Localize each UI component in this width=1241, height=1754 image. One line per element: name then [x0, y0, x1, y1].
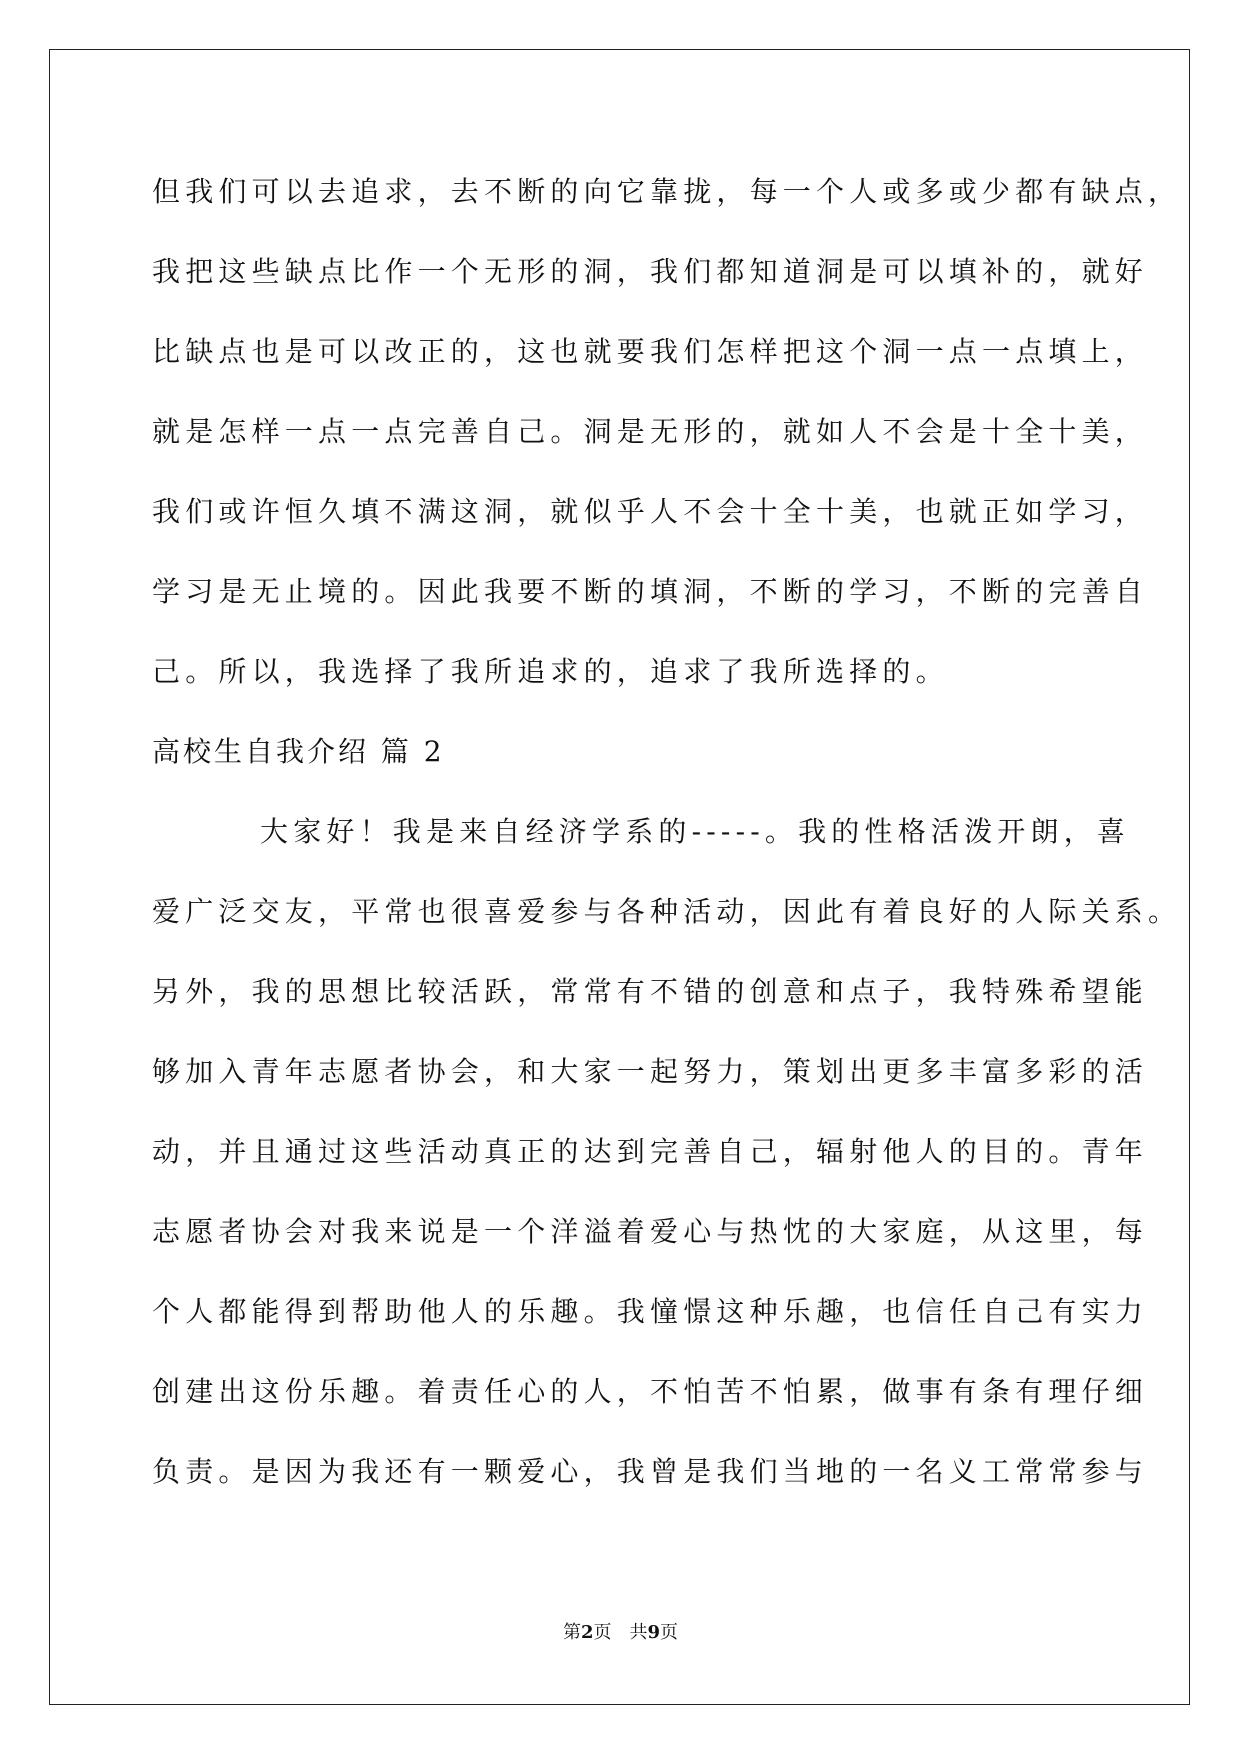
body-line-10: 爱广泛交友，平常也很喜爱参与各种活动，因此有着良好的人际关系。: [152, 895, 1182, 928]
body-line-16: 创建出这份乐趣。着责任心的人，不怕苦不怕累，做事有条有理仔细: [152, 1375, 1149, 1408]
body-line-5: 我们或许恒久填不满这洞，就似乎人不会十全十美，也就正如学习，: [152, 495, 1149, 528]
body-line-17: 负责。是因为我还有一颗爱心，我曾是我们当地的一名义工常常参与: [152, 1455, 1149, 1488]
body-line-13: 动，并且通过这些活动真正的达到完善自己，辐射他人的目的。青年: [152, 1135, 1149, 1168]
body-line-2: 我把这些缺点比作一个无形的洞，我们都知道洞是可以填补的，就好: [152, 255, 1149, 288]
page-footer: [0, 1624, 1241, 1642]
footer-total-prefix: 共: [629, 1622, 648, 1643]
footer-page-current: 2: [580, 1622, 594, 1643]
footer-total-suffix: 页: [660, 1622, 679, 1643]
body-line-4: 就是怎样一点一点完善自己。洞是无形的，就如人不会是十全十美，: [152, 415, 1149, 448]
body-line-15: 个人都能得到帮助他人的乐趣。我憧憬这种乐趣，也信任自己有实力: [152, 1295, 1149, 1328]
body-line-14: 志愿者协会对我来说是一个洋溢着爱心与热忱的大家庭，从这里，每: [152, 1215, 1149, 1248]
body-line-9: 大家好！我是来自经济学系的-----。我的性格活泼开朗，喜: [260, 815, 1131, 848]
body-line-6: 学习是无止境的。因此我要不断的填洞，不断的学习，不断的完善自: [152, 575, 1149, 608]
footer-page-suffix: 页: [593, 1622, 612, 1643]
body-line-11: 另外，我的思想比较活跃，常常有不错的创意和点子，我特殊希望能: [152, 975, 1149, 1008]
footer-page-total: 9: [647, 1622, 661, 1643]
footer-page-prefix: 第: [562, 1622, 581, 1643]
body-line-12: 够加入青年志愿者协会，和大家一起努力，策划出更多丰富多彩的活: [152, 1055, 1149, 1088]
body-line-7: 己。所以，我选择了我所追求的，追求了我所选择的。: [152, 655, 949, 688]
body-line-1: 但我们可以去追求，去不断的向它靠拢，每一个人或多或少都有缺点，: [152, 175, 1182, 208]
body-line-3: 比缺点也是可以改正的，这也就要我们怎样把这个洞一点一点填上，: [152, 335, 1149, 368]
section-heading: 高校生自我介绍 篇 2: [152, 735, 445, 768]
